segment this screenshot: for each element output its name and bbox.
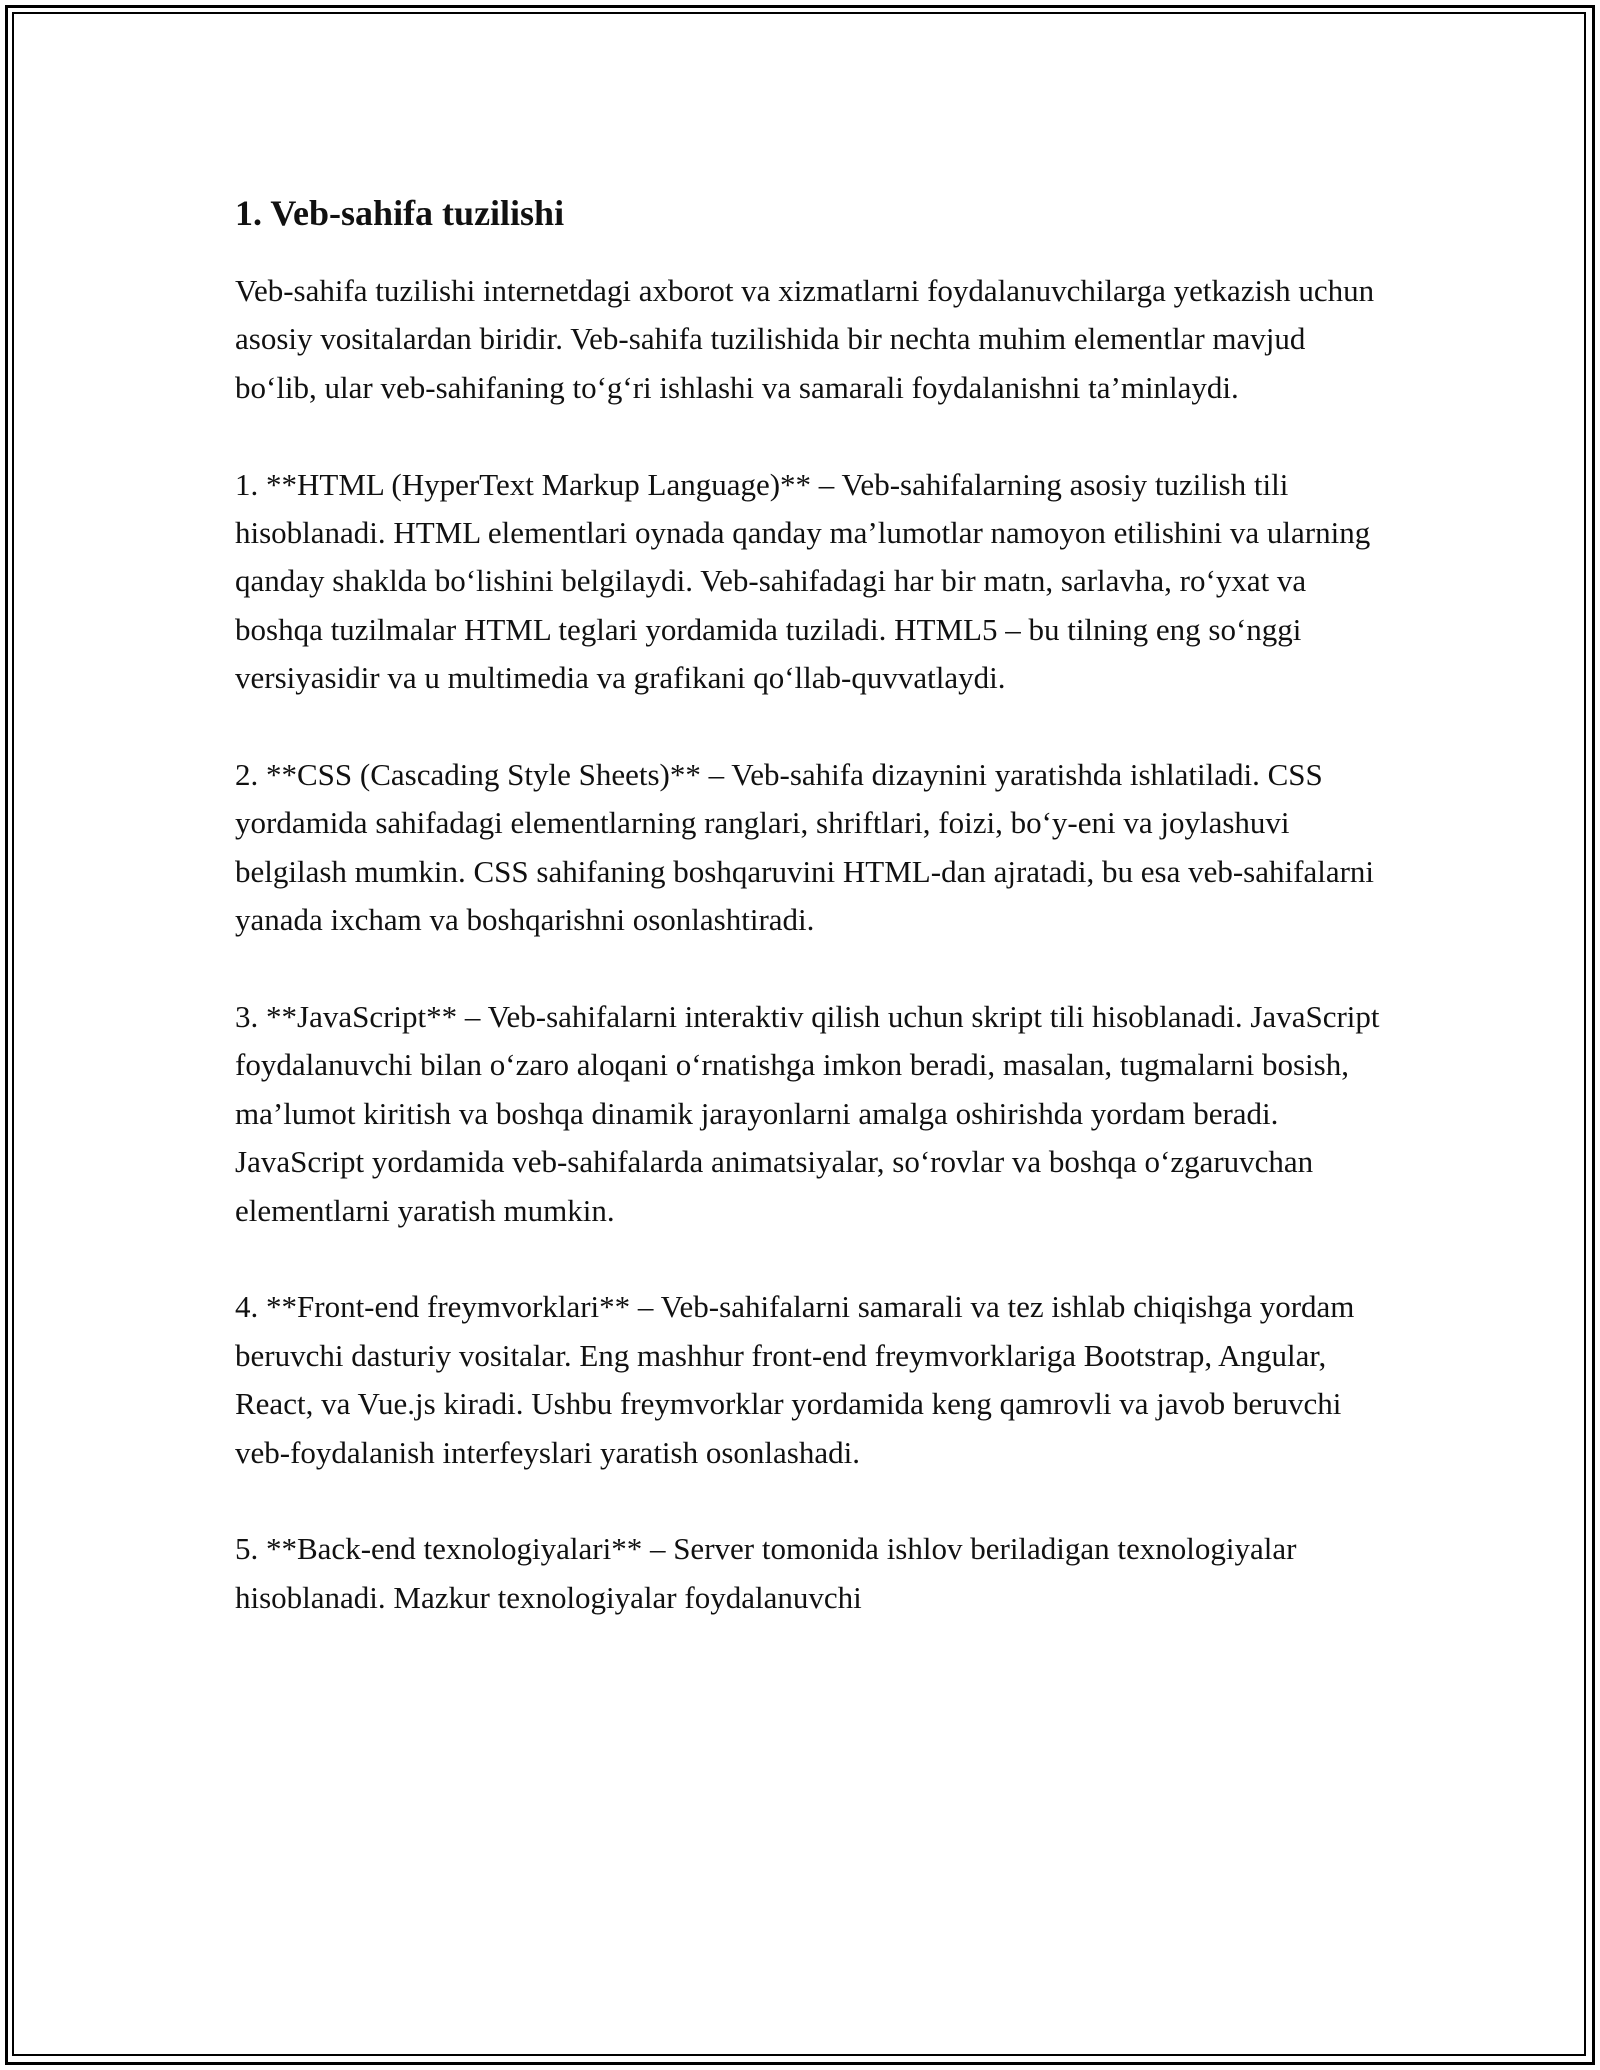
- backend-technologies-paragraph: 5. **Back-end texnologiyalari** – Server tomonida ishlov beriladigan texnologiyalar hisoblanadi. Mazkur texnologiyalar foydalanuvchi: [235, 1531, 1297, 1615]
- intro-paragraph: Veb-sahifa tuzilishi internetdagi axborot va xizmatlarni foydalanuvchilarga yetkazish uchun asosiy vositalardan biridir. Veb-sahifa tuzilishida bir nechta muhim elementlar mavjud bo‘lib, ular veb-sahifaning to‘g‘ri ishlashi va samarali foydalanishni ta’minlaydi.: [235, 273, 1375, 405]
- document-body: [235, 185, 1385, 1671]
- html-paragraph: 1. **HTML (HyperText Markup Language)** – Veb-sahifalarning asosiy tuzilish tili hisoblanadi. HTML elementlari oynada qanday ma’lumotlar namoyon etilishini va ularning qanday shaklda bo‘lishini belgilaydi. Veb-sahifadagi har bir matn, sarlavha, ro‘yxat va boshqa tuzilmalar HTML teglari yordamida tuziladi. HTML5 – bu tilning eng so‘nggi versiyasidir va u multimedia va grafikani qo‘llab-quvvatlaydi.: [235, 466, 1371, 696]
- frontend-frameworks-paragraph: 4. **Front-end freymvorklari** – Veb-sahifalarni samarali va tez ishlab chiqishga yordam beruvchi dasturiy vositalar. Eng mashhur front-end freymvorklariga Bootstrap, Angular, React, va Vue.js kiradi. Ushbu freymvorklar yordamida keng qamrovli va javob beruvchi veb-foydalanish interfeyslari yaratish osonlashadi.: [235, 1289, 1355, 1470]
- section-heading: 1. Veb-sahifa tuzilishi: [235, 193, 565, 233]
- css-paragraph: 2. **CSS (Cascading Style Sheets)** – Veb-sahifa dizaynini yaratishda ishlatiladi. CSS yordamida sahifadagi elementlarning ranglari, shriftlari, foizi, bo‘y-eni va joylashuvi belgilash mumkin. CSS sahifaning boshqaruvini HTML-dan ajratadi, bu esa veb-sahifalarni yanada ixcham va boshqarishni osonlashtiradi.: [235, 757, 1375, 938]
- javascript-paragraph: 3. **JavaScript** – Veb-sahifalarni interaktiv qilish uchun skript tili hisoblanadi. JavaScript foydalanuvchi bilan o‘zaro aloqani o‘rnatishga imkon beradi, masalan, tugmalarni bosish, ma’lumot kiritish va boshqa dinamik jarayonlarni amalga oshirishda yordam beradi. JavaScript yordamida veb-sahifalarda animatsiyalar, so‘rovlar va boshqa o‘zgaruvchan elementlarni yaratish mumkin.: [235, 999, 1380, 1228]
